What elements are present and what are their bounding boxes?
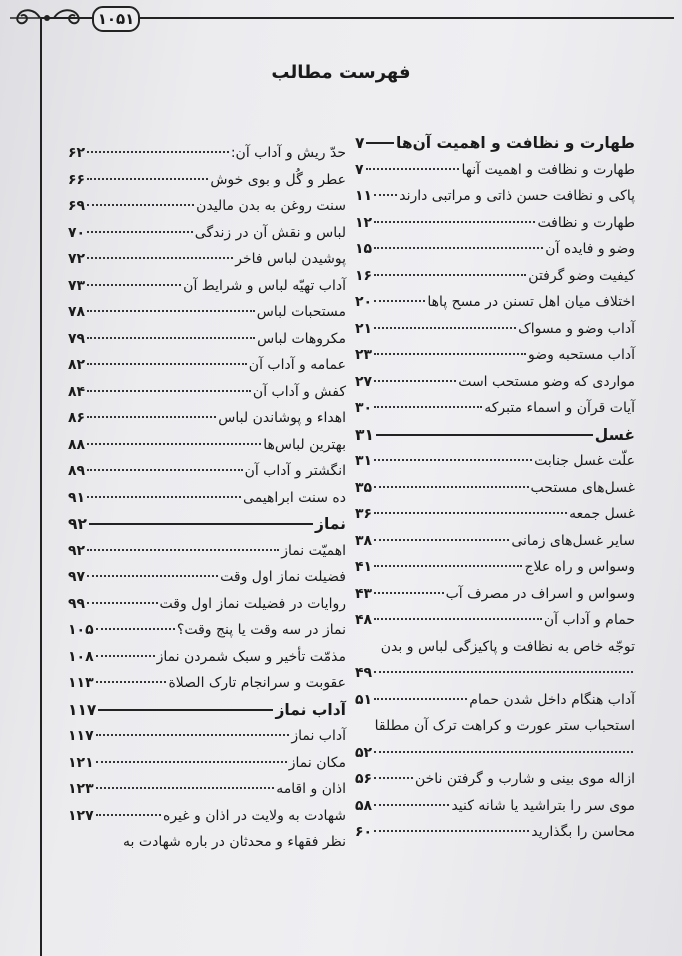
toc-entry bbox=[355, 475, 635, 502]
toc-entry bbox=[68, 776, 346, 803]
toc-entry-title: حدّ ریش و آداب آن: bbox=[230, 145, 346, 161]
toc-leader-dots bbox=[374, 592, 444, 594]
toc-entry-page: ۵۲ bbox=[355, 744, 373, 761]
page-title: فهرست مطالب bbox=[271, 62, 411, 83]
toc-entry-title: اذان و اقامه bbox=[276, 781, 346, 797]
toc-entry-page: ۱۲۳ bbox=[68, 781, 94, 797]
toc-entry bbox=[68, 405, 346, 432]
toc-entry-page: ۶۹ bbox=[68, 198, 86, 214]
toc-leader-dots bbox=[87, 231, 193, 233]
toc-entry bbox=[355, 289, 635, 316]
toc-entry-title: مکان نماز bbox=[288, 754, 346, 771]
toc-entry-title: مکروهات لباس bbox=[257, 330, 346, 347]
toc-entry-page: ۳۸ bbox=[355, 532, 373, 549]
toc-entry-title: بهترین لباس‌ها bbox=[263, 436, 346, 453]
toc-entry bbox=[68, 591, 346, 618]
toc-entry-page: ۹۷ bbox=[68, 569, 86, 585]
toc-leader-dots bbox=[366, 142, 394, 144]
toc-entry-page: ۷۲ bbox=[68, 251, 86, 267]
toc-leader-dots bbox=[374, 698, 467, 700]
toc-leader-dots bbox=[87, 602, 157, 604]
toc-entry-page: ۶۰ bbox=[355, 824, 373, 840]
toc-entry-title: مستحبات لباس bbox=[256, 304, 346, 320]
toc-leader-dots bbox=[87, 178, 208, 180]
toc-entry-page: ۳۵ bbox=[355, 479, 373, 496]
toc-entry-title: کفش و آداب آن bbox=[252, 383, 346, 400]
toc-entry-page: ۱۲۷ bbox=[68, 807, 94, 824]
toc-entry bbox=[68, 644, 346, 671]
toc-entry-page: ۴۱ bbox=[355, 559, 373, 575]
toc-entry-title: غسل جمعه bbox=[569, 506, 635, 522]
toc-entry bbox=[355, 210, 635, 237]
toc-leader-dots bbox=[87, 151, 229, 153]
toc-leader-dots bbox=[96, 787, 275, 789]
toc-left-column bbox=[68, 140, 346, 856]
toc-entry bbox=[355, 740, 635, 767]
toc-entry-page: ۵۸ bbox=[355, 797, 373, 814]
toc-entry-title: موی سر را بتراشید یا شانه کنید bbox=[451, 797, 635, 814]
toc-entry-page: ۷۸ bbox=[68, 304, 86, 320]
toc-entry-title: پاکی و نظافت حسن ذاتی و مراتبی دارند bbox=[399, 188, 635, 204]
toc-entry bbox=[355, 581, 635, 608]
toc-entry-title: سنت روغن به بدن مالیدن bbox=[196, 198, 346, 214]
toc-entry bbox=[68, 458, 346, 485]
toc-entry-page: ۴۳ bbox=[355, 585, 373, 602]
toc-entry-title: سایر غسل‌های زمانی bbox=[511, 532, 635, 549]
toc-entry-title: آداب هنگام داخل شدن حمام bbox=[469, 691, 635, 708]
toc-entry-page: ۲۳ bbox=[355, 347, 373, 363]
toc-entry-title: آداب مستحبه وضو bbox=[528, 347, 635, 363]
toc-section-heading bbox=[68, 697, 346, 724]
toc-entry-title: آداب نماز bbox=[275, 700, 346, 719]
toc-entry-page: ۳۱ bbox=[355, 425, 374, 444]
toc-entry bbox=[355, 448, 635, 475]
toc-entry-page: ۸۲ bbox=[68, 357, 86, 373]
toc-leader-dots bbox=[366, 168, 460, 170]
toc-entry-title: پوشیدن لباس فاخر bbox=[235, 251, 346, 267]
toc-leader-dots bbox=[87, 310, 255, 312]
toc-entry bbox=[355, 316, 635, 343]
toc-leader-dots bbox=[374, 194, 397, 196]
toc-section-heading bbox=[355, 130, 635, 157]
toc-leader-dots bbox=[87, 469, 242, 471]
toc-entry bbox=[68, 140, 346, 167]
toc-entry-page: ۱۲۱ bbox=[68, 754, 94, 771]
toc-entry-title: طهارت و نظافت bbox=[537, 214, 635, 231]
toc-entry-title: فضیلت نماز اول وقت bbox=[220, 569, 346, 585]
toc-leader-dots bbox=[87, 284, 181, 286]
toc-entry-page: ۸۹ bbox=[68, 463, 86, 479]
toc-entry-title: حمام و آداب آن bbox=[543, 612, 635, 628]
toc-entry-page: ۷۳ bbox=[68, 277, 86, 294]
toc-section-heading bbox=[355, 422, 635, 449]
toc-leader-dots bbox=[96, 681, 167, 683]
toc-entry-title: نظر فقهاء و محدثان در باره شهادت به bbox=[123, 834, 346, 850]
toc-entry-page: ۹۲ bbox=[68, 515, 87, 533]
toc-entry bbox=[68, 538, 346, 565]
toc-entry bbox=[68, 193, 346, 220]
toc-leader-dots bbox=[87, 204, 194, 206]
toc-leader-dots bbox=[374, 671, 633, 673]
toc-entry-title: طهارت و نظافت و اهمیت آن‌ها bbox=[396, 134, 635, 152]
toc-entry bbox=[355, 713, 635, 740]
toc-entry-title: توجّه خاص به نظافت و پاکیزگی لباس و بدن bbox=[380, 638, 635, 655]
toc-entry bbox=[355, 528, 635, 555]
toc-entry bbox=[355, 607, 635, 634]
toc-leader-dots bbox=[87, 443, 261, 445]
toc-entry bbox=[355, 660, 635, 687]
toc-leader-dots bbox=[87, 337, 255, 339]
toc-entry-title: آداب نماز bbox=[291, 728, 346, 744]
toc-leader-dots bbox=[96, 761, 287, 763]
toc-leader-dots bbox=[96, 628, 175, 630]
toc-leader-dots bbox=[374, 221, 535, 223]
toc-entry-page: ۶۲ bbox=[68, 145, 86, 161]
toc-entry-page: ۲۰ bbox=[355, 294, 373, 310]
toc-entry bbox=[355, 554, 635, 581]
toc-entry-title: آداب تهیّه لباس و شرایط آن bbox=[183, 277, 346, 294]
toc-entry-page: ۱۱۷ bbox=[68, 700, 97, 719]
toc-entry-page: ۱۲ bbox=[355, 214, 373, 231]
toc-entry-page: ۷۹ bbox=[68, 330, 86, 347]
toc-entry-title: نماز در سه وقت یا پنج وقت؟ bbox=[176, 622, 346, 638]
toc-leader-dots bbox=[89, 523, 313, 525]
toc-leader-dots bbox=[374, 618, 542, 620]
toc-entry-title: طهارت و نظافت و اهمیت آنها bbox=[461, 161, 635, 178]
toc-entry-title: لباس و نقش آن در زندگی bbox=[194, 224, 346, 241]
toc-entry-page: ۱۵ bbox=[355, 241, 373, 257]
toc-entry-title: اهداء و پوشاندن لباس bbox=[218, 410, 346, 426]
toc-leader-dots bbox=[374, 565, 522, 567]
toc-entry bbox=[68, 273, 346, 300]
toc-entry-page: ۸۴ bbox=[68, 383, 86, 400]
left-border-rule bbox=[40, 17, 42, 956]
toc-entry bbox=[68, 485, 346, 512]
toc-entry bbox=[68, 246, 346, 273]
toc-leader-dots bbox=[374, 327, 516, 329]
toc-entry-title: آداب وضو و مسواک bbox=[518, 320, 635, 337]
toc-entry bbox=[68, 326, 346, 353]
toc-leader-dots bbox=[374, 830, 529, 832]
toc-entry-page: ۸۶ bbox=[68, 410, 86, 426]
toc-entry bbox=[68, 220, 346, 247]
toc-entry bbox=[355, 369, 635, 396]
toc-leader-dots bbox=[87, 575, 218, 577]
toc-entry-page: ۲۱ bbox=[355, 320, 373, 337]
toc-entry-title: انگشتر و آداب آن bbox=[244, 463, 346, 479]
toc-entry-page: ۱۰۵ bbox=[68, 622, 94, 638]
toc-entry bbox=[355, 342, 635, 369]
toc-entry bbox=[355, 501, 635, 528]
toc-leader-dots bbox=[374, 777, 413, 779]
toc-entry bbox=[355, 157, 635, 184]
toc-leader-dots bbox=[96, 734, 290, 736]
toc-entry-page: ۴۸ bbox=[355, 612, 373, 628]
toc-entry-page: ۹۹ bbox=[68, 595, 86, 612]
toc-entry-page: ۱۰۸ bbox=[68, 648, 94, 665]
toc-leader-dots bbox=[374, 406, 482, 408]
toc-leader-dots bbox=[98, 709, 273, 711]
toc-entry-title: شهادت به ولایت در اذان و غیره bbox=[162, 807, 346, 824]
toc-entry-title: کیفیت وضو گرفتن bbox=[528, 267, 635, 284]
toc-entry bbox=[68, 803, 346, 830]
toc-leader-dots bbox=[87, 416, 216, 418]
toc-leader-dots bbox=[374, 300, 425, 302]
toc-entry bbox=[68, 379, 346, 406]
page-number: ۱۰۵۱ bbox=[92, 6, 140, 32]
toc-entry-title: مواردی که وضو مستحب است bbox=[458, 373, 635, 390]
toc-entry-page: ۱۱۳ bbox=[68, 675, 94, 691]
toc-entry bbox=[355, 793, 635, 820]
toc-entry-title: استحباب ستر عورت و کراهت ترک آن مطلقا bbox=[374, 718, 635, 734]
toc-entry-page: ۵۱ bbox=[355, 691, 373, 708]
toc-entry bbox=[68, 670, 346, 697]
toc-entry-title: آیات قرآن و اسماء متبرکه bbox=[484, 400, 635, 416]
toc-entry bbox=[68, 299, 346, 326]
toc-leader-dots bbox=[374, 751, 633, 753]
toc-leader-dots bbox=[87, 257, 233, 259]
toc-entry bbox=[68, 829, 346, 856]
toc-entry-page: ۷ bbox=[355, 134, 365, 152]
toc-entry bbox=[68, 617, 346, 644]
toc-entry-title: عطر و گُل و بوی خوش bbox=[210, 171, 346, 188]
toc-leader-dots bbox=[374, 459, 532, 461]
toc-section-heading bbox=[68, 511, 346, 538]
toc-entry-page: ۲۷ bbox=[355, 373, 373, 390]
toc-leader-dots bbox=[374, 274, 526, 276]
toc-entry bbox=[355, 183, 635, 210]
toc-entry bbox=[355, 766, 635, 793]
toc-entry bbox=[355, 395, 635, 422]
toc-leader-dots bbox=[374, 539, 509, 541]
toc-entry bbox=[68, 432, 346, 459]
toc-entry-page: ۳۱ bbox=[355, 453, 373, 469]
toc-entry-page: ۳۰ bbox=[355, 400, 373, 416]
toc-entry-title: عمامه و آداب آن bbox=[248, 357, 346, 373]
toc-entry-title: وضو و فایده آن bbox=[545, 241, 635, 257]
toc-entry-title: روایات در فضیلت نماز اول وقت bbox=[159, 595, 346, 612]
toc-entry-title: غسل‌های مستحب bbox=[530, 479, 635, 496]
toc-leader-dots bbox=[374, 247, 543, 249]
toc-entry-page: ۸۸ bbox=[68, 436, 86, 453]
toc-entry bbox=[355, 634, 635, 661]
toc-entry bbox=[68, 167, 346, 194]
toc-entry-page: ۷۰ bbox=[68, 224, 86, 241]
toc-entry-title: ازاله موی بینی و شارب و گرفتن ناخن bbox=[414, 771, 635, 787]
toc-leader-dots bbox=[87, 496, 241, 498]
toc-entry-title: وسواس و اسراف در مصرف آب bbox=[445, 585, 635, 602]
toc-entry-title: عقوبت و سرانجام تارک الصلاة bbox=[168, 675, 346, 691]
toc-entry-title: غسل bbox=[594, 425, 635, 444]
toc-entry-page: ۵۶ bbox=[355, 771, 373, 787]
toc-leader-dots bbox=[87, 390, 251, 392]
toc-leader-dots bbox=[374, 486, 528, 488]
toc-entry-page: ۱۱۷ bbox=[68, 728, 94, 744]
toc-right-column bbox=[355, 130, 635, 846]
toc-entry bbox=[355, 687, 635, 714]
toc-entry-title: اهمیّت نماز bbox=[281, 542, 346, 559]
toc-leader-dots bbox=[96, 655, 155, 657]
toc-entry-page: ۹۲ bbox=[68, 542, 86, 559]
toc-entry bbox=[68, 723, 346, 750]
toc-leader-dots bbox=[96, 814, 161, 816]
toc-entry-title: ده سنت ابراهیمی bbox=[243, 489, 346, 506]
toc-leader-dots bbox=[87, 549, 279, 551]
toc-entry-title: مذمّت تأخیر و سبک شمردن نماز bbox=[156, 648, 346, 665]
toc-leader-dots bbox=[374, 380, 456, 382]
toc-leader-dots bbox=[87, 363, 247, 365]
toc-entry bbox=[68, 352, 346, 379]
toc-entry-page: ۹۱ bbox=[68, 489, 86, 506]
toc-entry-title: اختلاف میان اهل تسنن در مسح پاها bbox=[427, 294, 635, 310]
toc-entry bbox=[68, 564, 346, 591]
toc-entry-title: نماز bbox=[315, 515, 346, 533]
toc-entry-page: ۳۶ bbox=[355, 506, 373, 522]
toc-leader-dots bbox=[374, 804, 449, 806]
toc-entry bbox=[355, 236, 635, 263]
toc-entry-page: ۱۱ bbox=[355, 188, 373, 204]
toc-entry bbox=[68, 750, 346, 777]
toc-entry-page: ۶۶ bbox=[68, 171, 86, 188]
corner-ornament-icon bbox=[4, 4, 94, 34]
toc-entry-title: محاسن را بگذارید bbox=[531, 824, 635, 840]
toc-entry-title: علّت غسل جنابت bbox=[534, 453, 635, 469]
toc-leader-dots bbox=[374, 512, 567, 514]
toc-entry-page: ۴۹ bbox=[355, 665, 373, 681]
toc-entry-page: ۱۶ bbox=[355, 267, 373, 284]
toc-entry-page: ۷ bbox=[355, 161, 364, 178]
toc-leader-dots bbox=[374, 353, 526, 355]
toc-entry bbox=[355, 263, 635, 290]
toc-entry-title: وسواس و راه علاج bbox=[524, 559, 635, 575]
toc-entry bbox=[355, 819, 635, 846]
toc-leader-dots bbox=[376, 434, 593, 436]
